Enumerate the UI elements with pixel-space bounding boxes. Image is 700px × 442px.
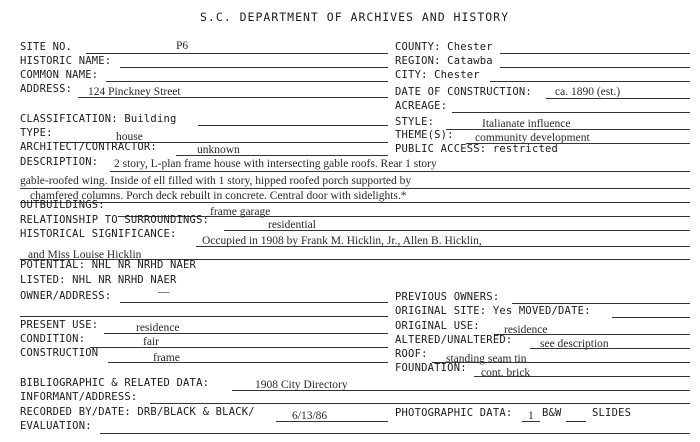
city-line (490, 81, 690, 82)
architect-value: unknown (197, 144, 240, 156)
architect-line (176, 155, 388, 156)
present-use-rule (104, 333, 388, 334)
informant-rule (150, 403, 690, 404)
date-value: ca. 1890 (est.) (555, 86, 621, 98)
owner-rule (120, 302, 388, 303)
original-use-label: ORIGINAL USE: (395, 320, 480, 332)
description-rule-3 (20, 202, 690, 203)
recorded-label: RECORDED BY/DATE: DRB/BLACK & BLACK/ (20, 406, 255, 418)
condition-rule (90, 347, 388, 348)
significance-label: HISTORICAL SIGNIFICANCE: (20, 228, 177, 240)
photographic-slides: SLIDES (592, 407, 632, 419)
roof-value: standing seam tin (446, 353, 527, 365)
city-field: CITY: Chester (395, 69, 480, 81)
construction-value: frame (153, 352, 180, 364)
date-line (546, 98, 690, 99)
architect-label: ARCHITECT/CONTRACTOR: (20, 141, 157, 153)
acreage-line (452, 112, 690, 113)
recorded-value: 6/13/86 (292, 410, 328, 422)
themes-value: community development (475, 132, 590, 144)
address-value: 124 Pinckney Street (88, 86, 181, 98)
evaluation-rule (100, 433, 690, 434)
photographic-label: PHOTOGRAPHIC DATA: (395, 407, 513, 419)
style-line (446, 129, 690, 130)
altered-label: ALTERED/UNALTERED: (395, 334, 513, 346)
roof-rule (432, 362, 690, 363)
description-rule-2 (20, 188, 690, 189)
acreage-label: ACREAGE: (395, 100, 448, 112)
photographic-count: 1 (528, 410, 534, 422)
foundation-value: cont. brick (481, 367, 531, 379)
type-value: house (116, 131, 143, 143)
address-label: ADDRESS: (20, 83, 73, 95)
photographic-count-rule (522, 421, 540, 422)
type-label: TYPE: (20, 127, 53, 139)
site-no-line (86, 53, 388, 54)
altered-rule (530, 348, 690, 349)
outbuildings-value: frame garage (210, 206, 271, 218)
previous-owners-label: PREVIOUS OWNERS: (395, 291, 500, 303)
foundation-label: FOUNDATION: (395, 362, 467, 374)
description-line-3: chamfered columns. Porch deck rebuilt in concrete. Central door with sidelights.* (30, 190, 407, 202)
original-site-field: ORIGINAL SITE: Yes MOVED/DATE: (395, 305, 591, 317)
roof-label: ROOF: (395, 348, 428, 360)
evaluation-label: EVALUATION: (20, 420, 92, 432)
recorded-rule (276, 421, 388, 422)
public-access-field: PUBLIC ACCESS: restricted (395, 143, 559, 155)
common-name-label: COMMON NAME: (20, 69, 99, 81)
previous-owners-rule (512, 303, 690, 304)
present-use-label: PRESENT USE: (20, 319, 99, 331)
owner-label: OWNER/ADDRESS: (20, 290, 112, 302)
style-label: STYLE: (395, 116, 435, 128)
construction-label: CONSTRUCTION (20, 347, 99, 359)
bibliographic-rule (232, 390, 690, 391)
relationship-value: residential (268, 219, 316, 231)
common-name-line (106, 81, 388, 82)
condition-value: fair (143, 336, 159, 348)
region-line (500, 67, 690, 68)
significance-rule-1 (196, 246, 690, 247)
outbuildings-label: OUTBUILDINGS: (20, 199, 105, 211)
altered-value: see description (540, 338, 609, 350)
card-header: S.C. DEPARTMENT OF ARCHIVES AND HISTORY (200, 10, 510, 24)
classification-line (198, 125, 388, 126)
potential-field: POTENTIAL: NHL NR NRHD NAER (20, 259, 197, 271)
date-label: DATE OF CONSTRUCTION: (395, 86, 532, 98)
owner-value: — (158, 286, 170, 298)
description-line-1: 2 story, L-plan frame house with intersecting gable roofs. Rear 1 story (114, 158, 437, 170)
address-line (78, 97, 388, 98)
description-rule-1 (110, 171, 690, 172)
description-line-2: gable-roofed wing. Inside of ell filled with 1 story, hipped roofed porch supported by (20, 175, 412, 187)
historic-name-label: HISTORIC NAME: (20, 55, 112, 67)
photographic-bw: B&W (542, 407, 562, 419)
relationship-label: RELATIONSHIP TO SURROUNDINGS: (20, 214, 210, 226)
relationship-rule (224, 230, 690, 231)
county-line (500, 53, 690, 54)
bibliographic-value: 1908 City Directory (255, 379, 348, 391)
original-use-rule (494, 334, 690, 335)
present-use-value: residence (136, 322, 180, 334)
listed-field: LISTED: NHL NR NRHD NAER (20, 274, 177, 286)
bibliographic-label: BIBLIOGRAPHIC & RELATED DATA: (20, 377, 210, 389)
historic-name-line (120, 67, 388, 68)
region-field: REGION: Catawba (395, 55, 493, 67)
site-no-label: SITE NO. (20, 41, 73, 53)
informant-label: INFORMANT/ADDRESS: (20, 391, 138, 403)
site-no-value: P6 (176, 40, 189, 52)
foundation-rule (474, 376, 690, 377)
classification-field: CLASSIFICATION: Building (20, 113, 177, 125)
owner-rule-2 (20, 316, 388, 317)
photographic-bw-rule (566, 421, 586, 422)
original-use-value: residence (504, 324, 548, 336)
condition-label: CONDITION: (20, 333, 86, 345)
original-site-rule (612, 317, 690, 318)
themes-label: THEME(S): (395, 129, 454, 141)
significance-line-2: and Miss Louise Hicklin (28, 249, 142, 261)
county-field: COUNTY: Chester (395, 41, 493, 53)
significance-line-1: Occupied in 1908 by Frank M. Hicklin, Jr., Allen B. Hicklin, (202, 235, 482, 247)
description-label: DESCRIPTION: (20, 156, 99, 168)
style-value: Italianate influence (482, 118, 571, 130)
construction-rule (108, 362, 388, 363)
